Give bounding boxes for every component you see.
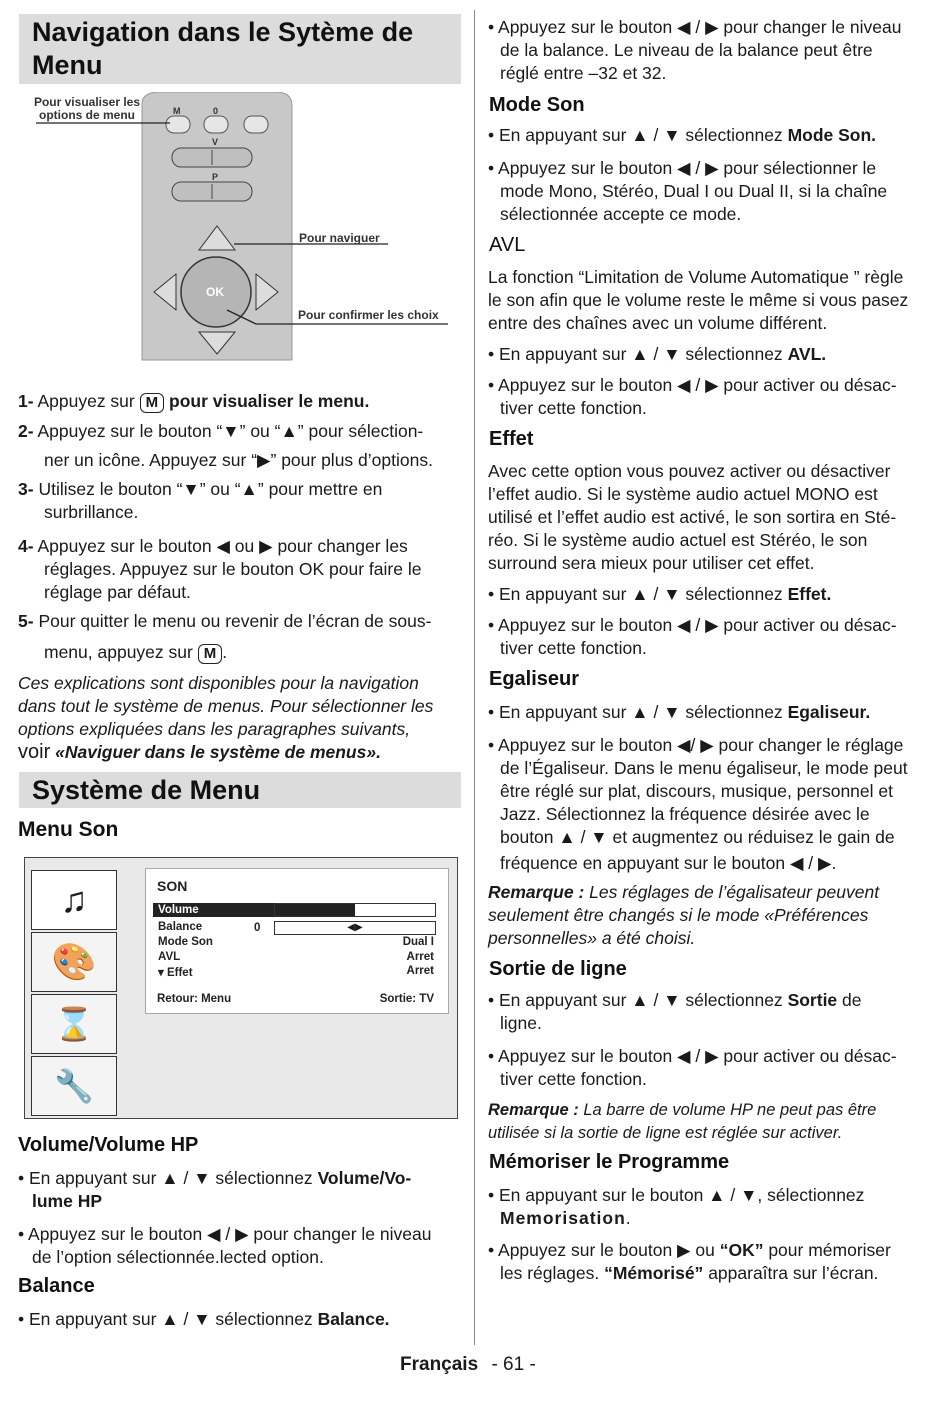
avl-bullet-1: • En appuyant sur ▲ / ▼ sélectionnez AVL. <box>488 344 827 364</box>
menu-header: SON <box>157 878 188 894</box>
menu-key-icon: M <box>140 393 165 413</box>
volume-bullet-2: • Appuyez sur le bouton ◀ / ▶ pour changer le niveau de l’option sélectionnée.lected option. <box>18 1224 432 1267</box>
memoriser-title: Mémoriser le Programme <box>489 1151 730 1173</box>
palette-icon: 🎨 <box>31 932 117 992</box>
music-icon: ♫ <box>31 870 117 930</box>
menu-screenshot <box>24 857 458 1119</box>
navigation-note: Ces explications sont disponibles pour la navigation dans tout le système de menus. Pour sélectionner les options expliquées dans les paragraphes suivants, voir «Naviguer dans le système de menus». <box>18 673 434 763</box>
remote-key-m: M <box>173 106 181 116</box>
volume-bullet-1: • En appuyant sur ▲ / ▼ sélectionnez Volume/Vo- lume HP <box>18 1168 412 1211</box>
memoriser-bullet-1: • En appuyant sur le bouton ▲ / ▼, sélectionnez Memorisation. <box>488 1185 865 1228</box>
balance-title: Balance <box>18 1275 95 1297</box>
icon-column <box>31 866 117 1110</box>
column-divider <box>474 10 475 1345</box>
step-5: 5- Pour quitter le menu ou revenir de l’écran de sous- menu, appuyez sur M . <box>18 611 432 662</box>
mode-son-value: Dual I <box>402 936 434 948</box>
step-3: 3- Utilisez le bouton “▼” ou “▲” pour mettre en surbrillance. <box>18 479 383 522</box>
page-number: - 61 - <box>491 1354 536 1375</box>
menu-row-balance[interactable]: Balance <box>158 921 203 933</box>
page-footer <box>400 1354 536 1376</box>
volume-title: Volume/Volume HP <box>18 1134 199 1156</box>
mode-son-bullet-1: • En appuyant sur ▲ / ▼ sélectionnez Mode Son. <box>488 125 877 145</box>
avl-value: Arret <box>406 951 434 963</box>
sortie-remark: Remarque : La barre de volume HP ne peut pas être utilisée si la sortie de ligne est réglée sur activer. <box>488 1101 877 1142</box>
egaliseur-bullet-1: • En appuyant sur ▲ / ▼ sélectionnez Egaliseur. <box>488 702 871 722</box>
avl-paragraph: La fonction “Limitation de Volume Automatique ” règle le son afin que le volume reste le même si vous pasez entre des chaînes avec un volume différent. <box>488 267 909 333</box>
step-1: 1- Appuyez sur M pour visualiser le menu. <box>18 391 370 411</box>
menu-key-icon: M <box>198 644 223 664</box>
egaliseur-remark: Remarque : Les réglages de l’égalisateur peuvent seulement être changés si le mode «Préférences personnelles» a été choisi. <box>488 882 880 948</box>
egaliseur-bullet-2: • Appuyez sur le bouton ◀/ ▶ pour changer le réglage de l’Égaliseur. Dans le menu égaliseur, le mode peut être réglé sur plat, discours, musique, personnel et Jazz. Sélectionnez la fréquence désirée avec le bouton ▲ / ▼ et augmentez ou réduisez le gain de fréquence en appuyant sur le bouton ◀ / ▶. <box>488 735 908 873</box>
effet-bullet-1: • En appuyant sur ▲ / ▼ sélectionnez Effet. <box>488 584 832 604</box>
menu-row-mode-son[interactable]: Mode Son <box>158 936 213 948</box>
effet-title: Effet <box>489 428 534 450</box>
balance-bullet-1: • En appuyant sur ▲ / ▼ sélectionnez Balance. <box>18 1309 390 1329</box>
remote-label-navigate: Pour naviguer <box>299 231 380 245</box>
sortie-bullet-1: • En appuyant sur ▲ / ▼ sélectionnez Sortie de ligne. <box>488 990 862 1033</box>
remote-key-p: P <box>212 172 219 182</box>
balance-value: 0 <box>254 922 261 934</box>
avl-bullet-2: • Appuyez sur le bouton ◀ / ▶ pour activer ou désac- tiver cette fonction. <box>488 375 897 418</box>
volume-bar[interactable] <box>274 903 436 917</box>
remote-drawing <box>20 92 460 372</box>
memoriser-bullet-2: • Appuyez sur le bouton ▶ ou “OK” pour mémoriser les réglages. “Mémorisé” apparaîtra sur l’écran. <box>488 1240 891 1283</box>
menu-panel <box>145 868 449 1014</box>
page-title: Navigation dans le Sytème de Menu <box>19 14 461 84</box>
remote-illustration <box>20 92 460 372</box>
menu-footer-back: Retour: Menu <box>157 993 232 1005</box>
step-2: 2- Appuyez sur le bouton “▼” ou “▲” pour sélection- ner un icône. Appuyez sur “▶” pour plus d’options. <box>18 421 433 470</box>
egaliseur-title: Egaliseur <box>489 668 580 690</box>
remote-key-ok: OK <box>206 285 224 299</box>
effet-value: Arret <box>406 965 434 977</box>
section-title: Système de Menu <box>19 772 461 808</box>
remote-label-menu: Pour visualiser les options de menu <box>33 95 141 122</box>
menu-row-effet[interactable]: ▾ Effet <box>158 967 193 979</box>
mode-son-title: Mode Son <box>489 94 585 116</box>
footer-language: Français <box>400 1354 479 1375</box>
effet-paragraph: Avec cette option vous pouvez activer ou désactiver l’effet audio. Si le système audio actuel MONO est utilisé et l’effet audio est activé, le son sortira en Sté- réo. Si le système audio actuel est Stéréo, le son surround sera mieux pour utiliser cet effet. <box>488 461 897 573</box>
remote-label-confirm: Pour confirmer les choix <box>298 308 439 322</box>
avl-title: AVL <box>489 234 526 256</box>
menu-row-avl[interactable]: AVL <box>158 951 181 963</box>
remote-key-0: 0 <box>213 106 219 116</box>
balance-bullet-2: • Appuyez sur le bouton ◀ / ▶ pour changer le niveau de la balance. Le niveau de la balance peut être réglé entre –32 et 32. <box>488 17 902 83</box>
menu-row-volume[interactable]: Volume <box>158 904 199 916</box>
balance-bar[interactable]: ◀▶ <box>274 921 436 935</box>
menu-son-title: Menu Son <box>18 818 119 841</box>
tools-icon: 🔧 <box>31 1056 117 1116</box>
lock-hourglass-icon: ⌛ <box>31 994 117 1054</box>
menu-footer-exit: Sortie: TV <box>379 993 434 1005</box>
mode-son-bullet-2: • Appuyez sur le bouton ◀ / ▶ pour sélectionner le mode Mono, Stéréo, Dual I ou Dual II, si la chaîne sélectionnée accepte ce mode. <box>488 158 888 224</box>
step-4: 4- Appuyez sur le bouton ◀ ou ▶ pour changer les réglages. Appuyez sur le bouton OK pour faire le réglage par défaut. <box>18 536 422 602</box>
sortie-bullet-2: • Appuyez sur le bouton ◀ / ▶ pour activer ou désac- tiver cette fonction. <box>488 1046 897 1089</box>
sortie-title: Sortie de ligne <box>489 958 627 980</box>
effet-bullet-2: • Appuyez sur le bouton ◀ / ▶ pour activer ou désac- tiver cette fonction. <box>488 615 897 658</box>
remote-key-v: V <box>212 137 219 147</box>
